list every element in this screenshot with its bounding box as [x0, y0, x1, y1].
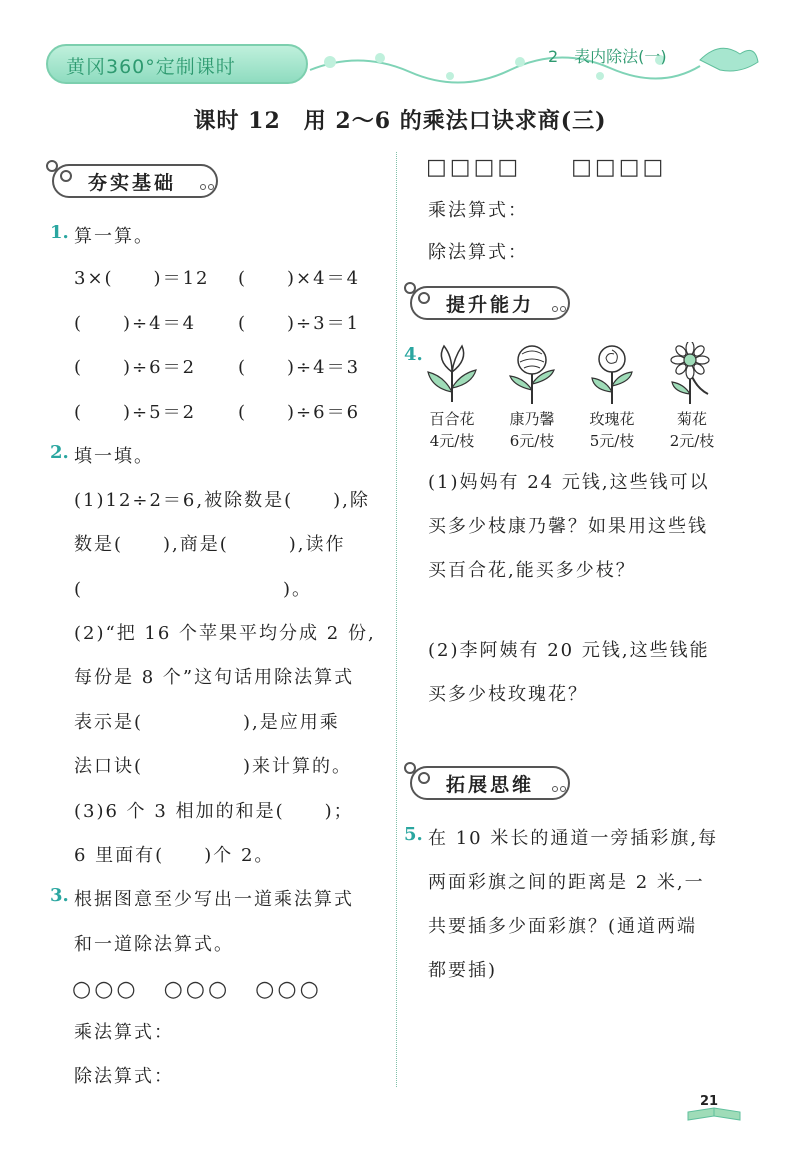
q1-item: ( )÷6＝6 [238, 402, 361, 423]
section-title-extend: 拓展思维 [446, 774, 535, 796]
q4-part1-line: 买百合花,能买多少枝？ [428, 560, 636, 581]
badge-ring-icon [418, 772, 430, 784]
section-title-basic: 夯实基础 [88, 172, 177, 194]
q3-mul-label: 乘法算式： [74, 1022, 174, 1043]
page-title: 课时 12 用 2～6 的乘法口诀求商(三) [193, 108, 607, 134]
q2-number: 2. [50, 442, 69, 463]
q3-line: 和一道除法算式。 [74, 934, 234, 955]
q1-prompt: 算一算。 [74, 226, 154, 247]
q2-line: 6 里面有( )个 2。 [74, 845, 275, 866]
flower-price: 4元/枝 [429, 432, 475, 450]
badge-dot-icon [560, 786, 566, 792]
chrysanthemum-icon [662, 342, 722, 406]
badge-dot-icon [552, 786, 558, 792]
q3-div-label: 除法算式： [74, 1066, 174, 1087]
badge-ring-icon [60, 170, 72, 182]
q5-line: 两面彩旗之间的距离是 2 米,一 [428, 872, 705, 893]
badge-dot-icon [208, 184, 214, 190]
flower-price: 6元/枝 [509, 432, 555, 450]
badge-ring-icon [404, 282, 416, 294]
brand-text: 黄冈360°定制课时 [66, 56, 236, 78]
flower-price: 5元/枝 [589, 432, 635, 450]
q5-line: 在 10 米长的通道一旁插彩旗,每 [428, 828, 719, 849]
q2-line: (3)6 个 3 相加的和是( )； [74, 801, 354, 822]
q5-line: 共要插多少面彩旗？(通道两端 [428, 916, 698, 937]
page-number: 21 [700, 1094, 719, 1109]
right-div-label: 除法算式： [428, 242, 528, 263]
q4-part2-line: (2)李阿姨有 20 元钱,这些钱能 [428, 640, 710, 661]
q4-number: 4. [404, 344, 423, 365]
q2-line: 数是( ),商是( ),读作 [74, 534, 346, 555]
q1-item: ( )÷6＝2 [74, 357, 197, 378]
q2-line: ( )。 [74, 579, 313, 600]
q2-line: (2)“把 16 个苹果平均分成 2 份, [74, 623, 376, 644]
q1-item: ( )×4＝4 [238, 268, 361, 289]
q2-line: 每份是 8 个”这句话用除法算式 [74, 667, 355, 688]
flower-name: 玫瑰花 [589, 410, 635, 428]
q4-part2-line: 买多少枝玫瑰花？ [428, 684, 588, 705]
lily-icon [422, 342, 482, 406]
q2-prompt: 填一填。 [74, 446, 154, 467]
badge-ring-icon [404, 762, 416, 774]
q5-number: 5. [404, 824, 423, 845]
vine-decoration [300, 40, 760, 90]
rose-icon [582, 342, 642, 406]
q3-line: 根据图意至少写出一道乘法算式 [74, 889, 354, 910]
carnation-icon [502, 342, 562, 406]
circle-groups: ○○○ ○○○ ○○○ [72, 977, 322, 1002]
q1-item: ( )÷4＝4 [74, 313, 197, 334]
badge-ring-icon [46, 160, 58, 172]
flower-name: 百合花 [429, 410, 475, 428]
q4-part1-line: (1)妈妈有 24 元钱,这些钱可以 [428, 472, 710, 493]
q2-line: (1)12÷2＝6,被除数是( ),除 [74, 490, 370, 511]
square-groups: □□□□ □□□□ [426, 155, 667, 180]
q1-number: 1. [50, 222, 69, 243]
badge-dot-icon [560, 306, 566, 312]
badge-dot-icon [200, 184, 206, 190]
flower-name: 菊花 [676, 410, 707, 428]
right-mul-label: 乘法算式： [428, 200, 528, 221]
q3-number: 3. [50, 885, 69, 906]
chapter-label: 2 表内除法(一) [548, 47, 667, 66]
q1-item: ( )÷5＝2 [74, 402, 197, 423]
badge-dot-icon [552, 306, 558, 312]
q1-item: ( )÷3＝1 [238, 313, 361, 334]
q2-line: 法口诀( )来计算的。 [74, 756, 353, 777]
badge-ring-icon [418, 292, 430, 304]
section-title-improve: 提升能力 [446, 294, 535, 316]
q5-line: 都要插) [428, 960, 498, 981]
flower-price: 2元/枝 [669, 432, 715, 450]
flower-name: 康乃馨 [509, 410, 555, 428]
column-divider [396, 152, 397, 1087]
q2-line: 表示是( ),是应用乘 [74, 712, 340, 733]
q1-item: ( )÷4＝3 [238, 357, 361, 378]
q4-part1-line: 买多少枝康乃馨？如果用这些钱 [428, 516, 708, 537]
q1-item: 3×( )＝12 [74, 268, 210, 289]
